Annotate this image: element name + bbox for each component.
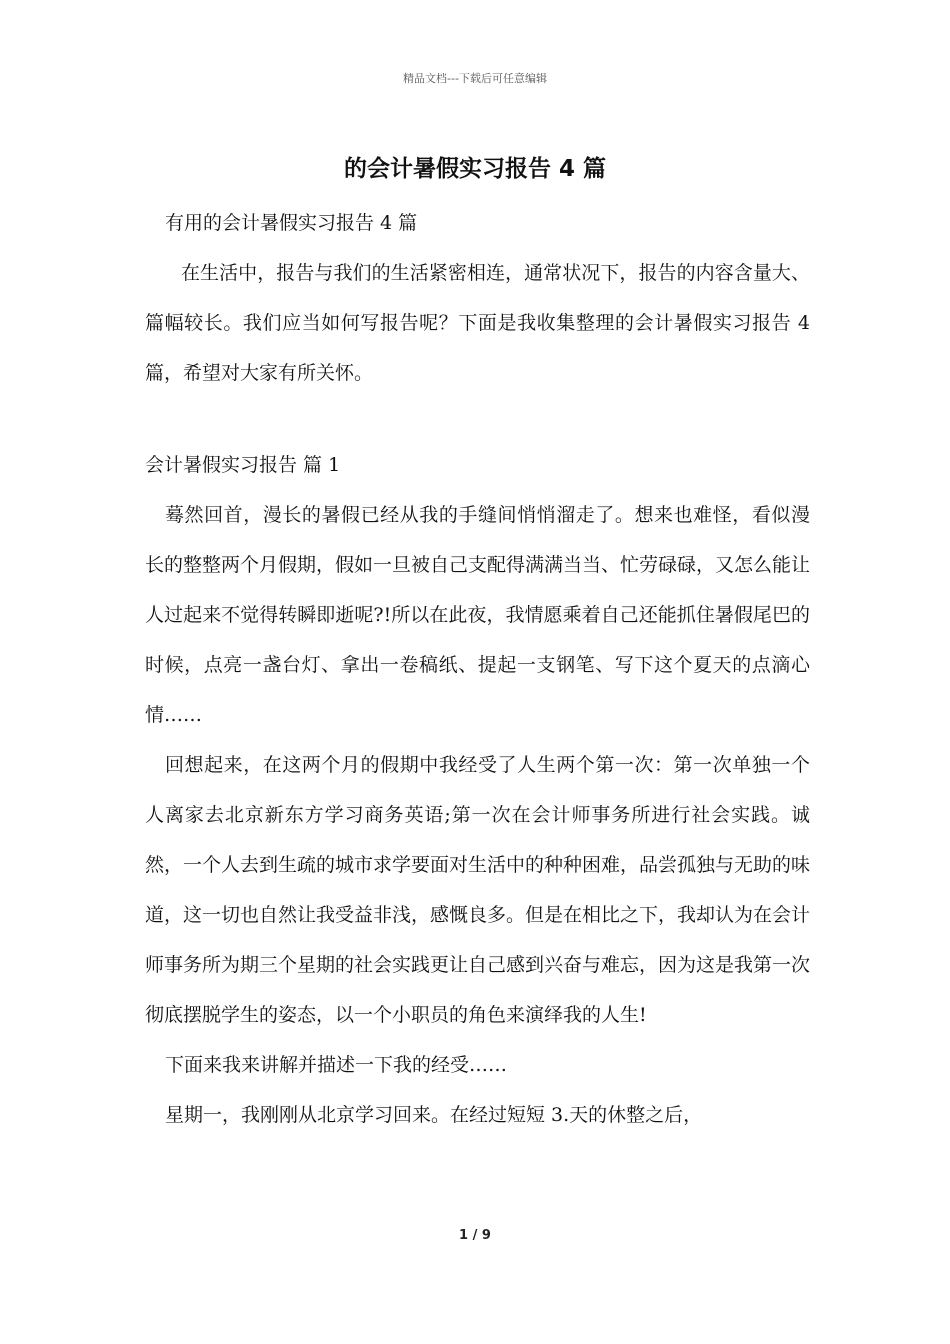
page-header: 精品文档---下载后可任意编辑 <box>403 72 547 85</box>
body-paragraph-1: 蓦然回首，漫长的暑假已经从我的手缝间悄悄溜走了。想来也难怪，看似漫长的整整两个月假期，假如一旦被自己支配得满满当当、忙劳碌碌，又怎么能让人过起来不觉得转瞬即逝呢?!所以在此夜，我情愿乘着自己还能抓住暑假尾巴的时候，点亮一盏台灯、拿出一卷稿纸、提起一支钢笔、写下这个夏天的点滴心情…… <box>145 504 811 726</box>
document-body <box>145 195 810 1140</box>
body-paragraph-2: 回想起来，在这两个月的假期中我经受了人生两个第一次：第一次单独一个人离家去北京新东方学习商务英语;第一次在会计师事务所进行社会实践。诚然，一个人去到生疏的城市求学要面对生活中的种种困难，品尝孤独与无助的味道，这一切也自然让我受益非浅，感慨良多。但是在相比之下，我却认为在会计师事务所为期三个星期的社会实践更让自己感到兴奋与难忘，因为这是我第一次彻底摆脱学生的姿态，以一个小职员的角色来演绎我的人生! <box>145 754 811 1026</box>
page-number: 1 / 9 <box>459 1228 491 1243</box>
body-paragraph-3: 下面来我来讲解并描述一下我的经受…… <box>165 1054 508 1076</box>
section-heading: 会计暑假实习报告 篇 1 <box>145 454 341 476</box>
document-title: 的会计暑假实习报告 4 篇 <box>343 156 607 182</box>
document-subtitle: 有用的会计暑假实习报告 4 篇 <box>165 212 418 234</box>
intro-paragraph: 在生活中，报告与我们的生活紧密相连，通常状况下，报告的内容含量大、篇幅较长。我们应当如何写报告呢？下面是我收集整理的会计暑假实习报告 4 篇，希望对大家有所关怀。 <box>145 262 810 384</box>
spacer <box>145 398 810 440</box>
body-paragraph-4: 星期一，我刚刚从北京学习回来。在经过短短 3.天的休整之后， <box>165 1104 703 1126</box>
